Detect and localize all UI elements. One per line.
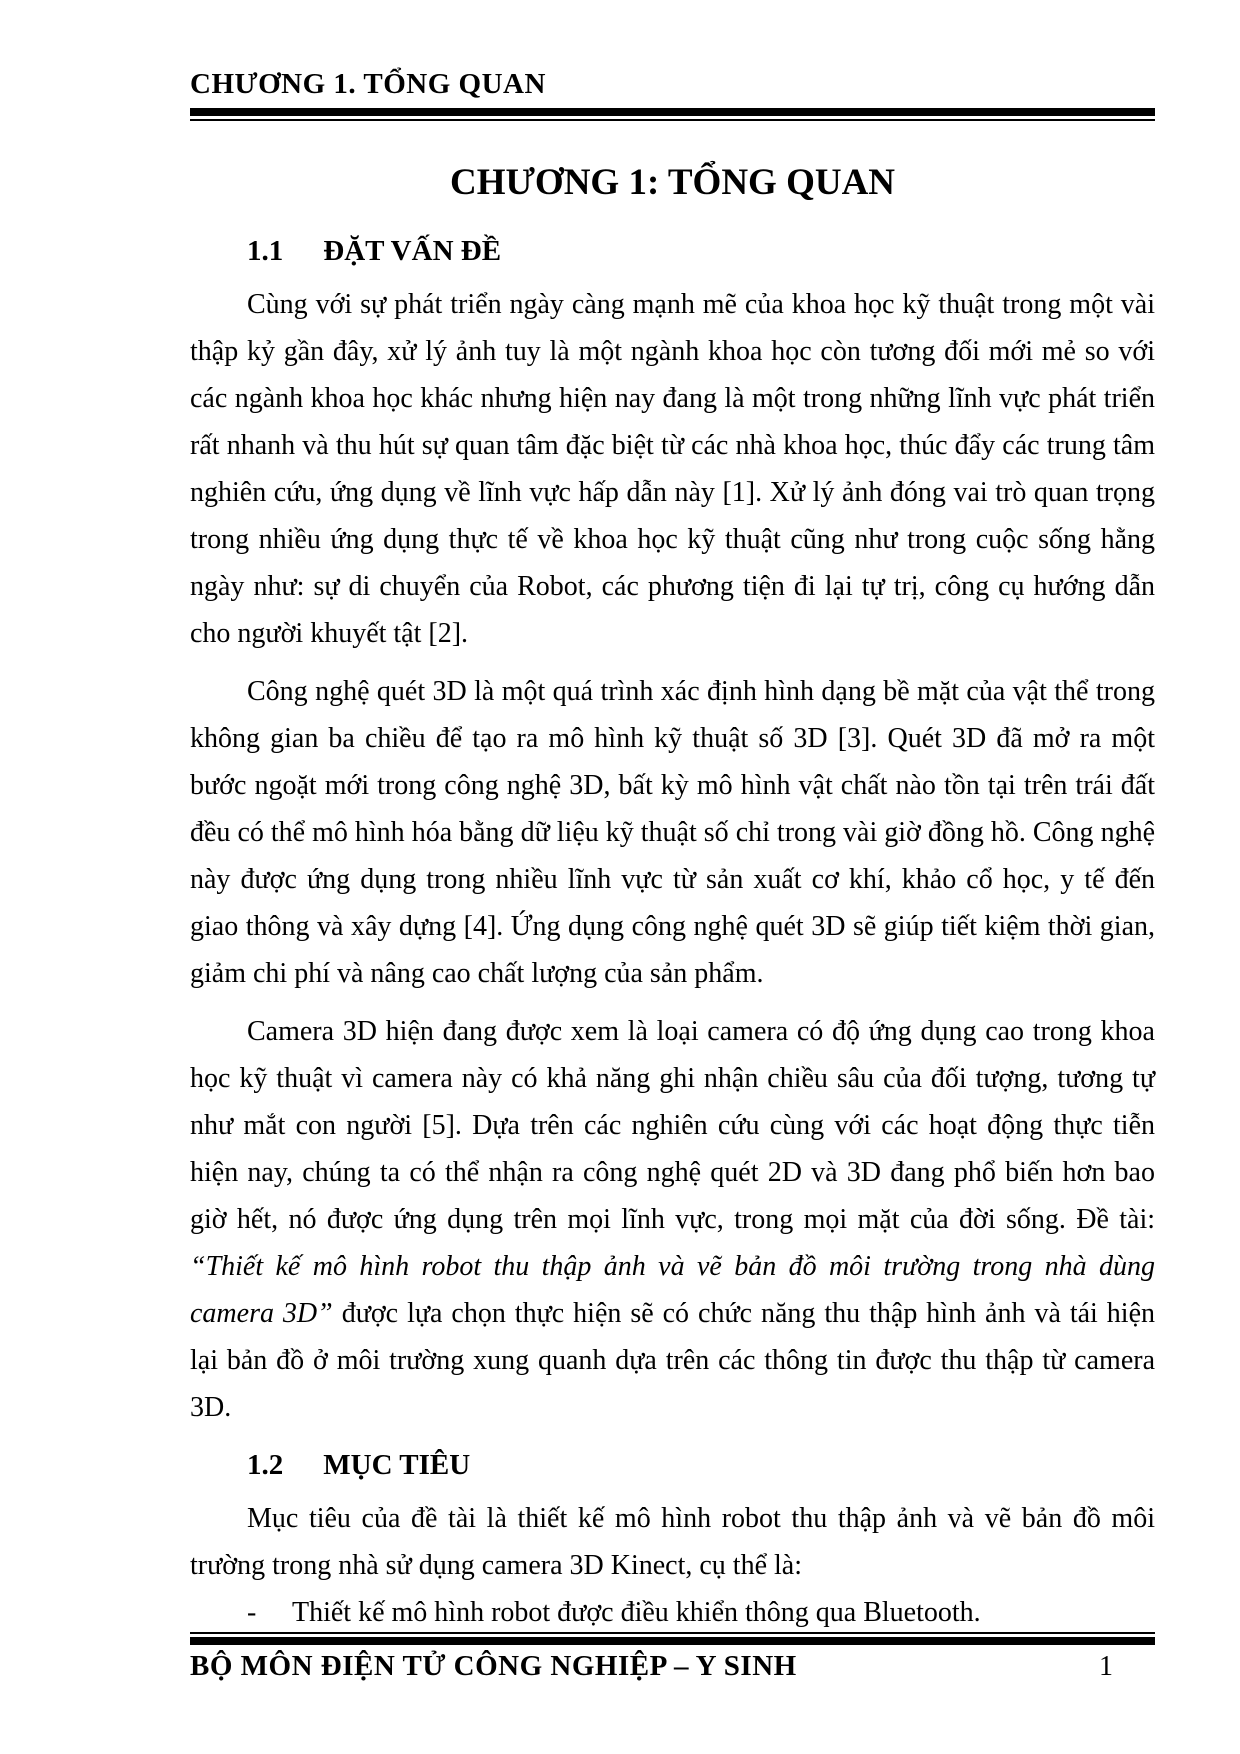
- bullet-dash-marker: -: [247, 1597, 257, 1628]
- footer-row: [190, 1650, 1155, 1683]
- section-title: MỤC TIÊU: [323, 1449, 471, 1481]
- paragraph-dat-van-de-3: [190, 1008, 1155, 1431]
- section-number: 1.2: [247, 1449, 284, 1481]
- page-number: 1: [1099, 1651, 1113, 1682]
- paragraph-dat-van-de-2: Công nghệ quét 3D là một quá trình xác định hình dạng bề mặt của vật thể trong không gian ba chiều để tạo ra mô hình kỹ thuật số 3D [3]. Quét 3D đã mở ra một bước ngoặt mới trong công nghệ 3D, bất kỳ mô hình vật chất nào tồn tại trên trái đất đều có thể mô hình hóa bằng dữ liệu kỹ thuật số chỉ trong vài giờ đồng hồ. Công nghệ này được ứng dụng trong nhiều lĩnh vực từ sản xuất cơ khí, khảo cổ học, y tế đến giao thông và xây dựng [4]. Ứng dụng công nghệ quét 3D sẽ giúp tiết kiệm thời gian, giảm chi phí và nâng cao chất lượng của sản phẩm.: [190, 676, 1155, 989]
- running-footer: [190, 1632, 1155, 1683]
- section-heading-1-2: [190, 1442, 1155, 1489]
- document-body: [190, 228, 1155, 1636]
- section-title: ĐẶT VẤN ĐỀ: [323, 235, 502, 267]
- paragraph-dat-van-de-1: Cùng với sự phát triển ngày càng mạnh mẽ của khoa học kỹ thuật trong một vài thập kỷ gần đây, xử lý ảnh tuy là một ngành khoa học còn tương đối mới mẻ so với các ngành khoa học khác nhưng hiện nay đang là một trong những lĩnh vực phát triển rất nhanh và thu hút sự quan tâm đặc biệt từ các nhà khoa học, thúc đẩy các trung tâm nghiên cứu, ứng dụng về lĩnh vực hấp dẫn này [1]. Xử lý ảnh đóng vai trò quan trọng trong nhiều ứng dụng thực tế về khoa học kỹ thuật cũng như trong cuộc sống hằng ngày như: sự di chuyển của Robot, các phương tiện đi lại tự trị, công cụ hướng dẫn cho người khuyết tật [2].: [190, 289, 1155, 649]
- footer-divider-rule: [190, 1632, 1155, 1645]
- section-number: 1.1: [247, 235, 284, 267]
- running-header-text: CHƯƠNG 1. TỔNG QUAN: [190, 68, 546, 100]
- paragraph-text-after-topic: được lựa chọn thực hiện sẽ có chức năng thu thập hình ảnh và tái hiện lại bản đồ ở môi trường xung quanh dựa trên các thông tin được thu thập từ camera 3D.: [190, 1298, 1155, 1423]
- list-item: [247, 1589, 1155, 1636]
- list-item-text: Thiết kế mô hình robot được điều khiển thông qua Bluetooth.: [292, 1597, 981, 1628]
- paragraph-text-before-topic: Camera 3D hiện đang được xem là loại camera có độ ứng dụng cao trong khoa học kỹ thuật vì camera này có khả năng ghi nhận chiều sâu của đối tượng, tương tự như mắt con người [5]. Dựa trên các nghiên cứu cùng với các hoạt động thực tiễn hiện nay, chúng ta có thể nhận ra công nghệ quét 2D và 3D đang phổ biến hơn bao giờ hết, nó được ứng dụng trên mọi lĩnh vực, trong mọi mặt của đời sống. Đề tài:: [190, 1016, 1155, 1235]
- running-header: [190, 68, 1155, 121]
- section-heading-1-1: [190, 228, 1155, 275]
- thesis-topic-title: “Thiết kế mô hình robot thu thập ảnh và vẽ bản đồ môi trường trong nhà dùng camera 3D”: [190, 1251, 1155, 1329]
- header-divider-rule: [190, 108, 1155, 121]
- footer-department-text: BỘ MÔN ĐIỆN TỬ CÔNG NGHIỆP – Y SINH: [190, 1650, 797, 1682]
- chapter-title: CHƯƠNG 1: TỔNG QUAN: [449, 161, 896, 203]
- paragraph-muc-tieu-1: Mục tiêu của đề tài là thiết kế mô hình robot thu thập ảnh và vẽ bản đồ môi trường trong nhà sử dụng camera 3D Kinect, cụ thể là:: [190, 1503, 1155, 1581]
